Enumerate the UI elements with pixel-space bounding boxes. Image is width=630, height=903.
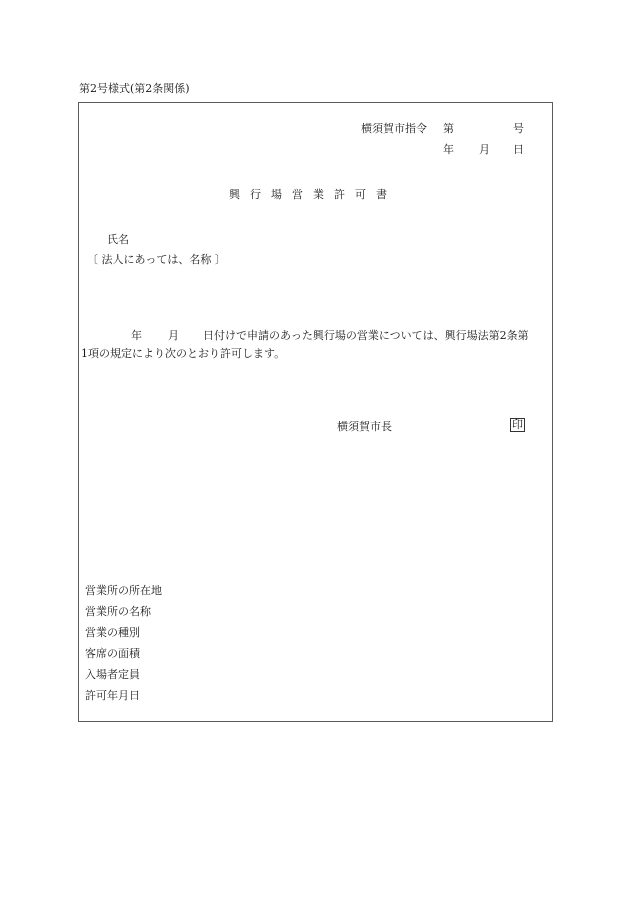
mayor-signature-label: 横須賀市長	[337, 420, 392, 433]
recipient-name-label: 氏名	[107, 233, 129, 246]
seal-mark: 印	[512, 418, 523, 431]
permit-details-list	[85, 584, 162, 710]
issuer-order-label: 横須賀市指令	[361, 122, 427, 135]
issue-date-month: 月	[479, 143, 490, 156]
document-title: 興行場営業許可書	[229, 188, 397, 201]
detail-business-name: 営業所の名称	[85, 605, 151, 618]
detail-seating-area: 客席の面積	[85, 647, 140, 660]
body-text-rest: 日付けで申請のあった興行場の営業については、興行場法第2条第	[203, 329, 529, 342]
number-suffix: 号	[513, 122, 524, 135]
application-year: 年	[131, 329, 142, 342]
body-text-line-1	[131, 327, 529, 343]
detail-capacity: 入場者定員	[85, 668, 140, 681]
application-month: 月	[168, 329, 179, 342]
form-number: 第2号様式(第2条関係)	[79, 82, 190, 95]
permit-document-frame	[78, 102, 553, 722]
issue-date-year: 年	[443, 143, 454, 156]
issue-date-day: 日	[513, 143, 524, 156]
body-text-line-2: 1項の規定により次のとおり許可します。	[81, 347, 286, 360]
detail-business-type: 営業の種別	[85, 626, 140, 639]
detail-permit-date: 許可年月日	[85, 689, 140, 702]
number-prefix: 第	[443, 122, 454, 135]
detail-business-address: 営業所の所在地	[85, 584, 162, 597]
recipient-corporate-note: 〔 法人にあっては、名称 〕	[87, 253, 226, 266]
